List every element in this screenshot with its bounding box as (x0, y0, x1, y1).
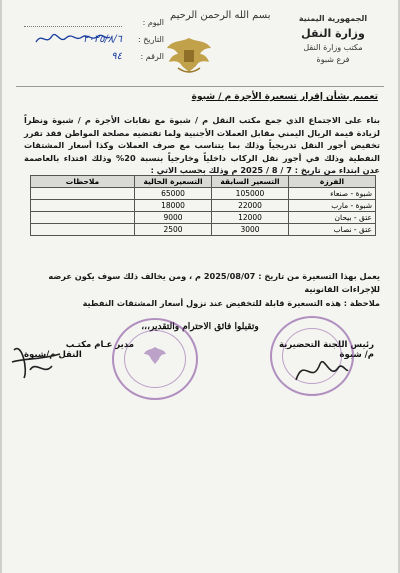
previous-cell: 22000 (212, 200, 289, 212)
branch-name: فرع شبوة (316, 55, 350, 64)
table-row (31, 224, 376, 236)
col-current: التسعيرة الحالية (135, 176, 212, 188)
day-label: اليوم : (142, 18, 164, 27)
effective-date-line: يعمل بهذا التسعيرة من تاريخ : 2025/08/07 م ، ومن يخالف ذلك سوف يكون عرضه للإجراءات القانونية (48, 271, 380, 294)
body-paragraph: بناء على الاجتماع الذي جمع مكتب النقل م / شبوة مع نقابات الأجرة م / شبوة ونظراً لزيادة قيمة الريال اليمني مقابل العملات الأجنبية ولما تقتضيه مصلحة المواطن فقد تقرر تخفيض أجور النقل تدريجياً وذلك بما يتناسب مع صرف العملات وكذا أسعار المشتقات النفطية وذلك في أجور نقل الركاب داخلياً وخارجياً بنسبة 20% وذلك اقتداء بالعاصمة عدن ابتداء من تاريخ : 7 / 8 / 2025 م وذلك بحسب الاتي : (24, 115, 380, 175)
eagle-emblem-icon (164, 34, 214, 76)
signer-subtitle: النقل م/شبوة (24, 350, 82, 360)
office-name: مكتب وزارة النقل (303, 43, 363, 52)
previous-cell: 12000 (212, 212, 289, 224)
effective-notes (22, 270, 380, 310)
current-cell: 2500 (135, 224, 212, 236)
col-previous: التسعير السابقة (212, 176, 289, 188)
col-route: الفرزة (289, 176, 376, 188)
date-value: ٢٠٢٥/٨/٦ (83, 34, 122, 45)
header-divider (16, 86, 384, 87)
previous-cell: 105000 (212, 188, 289, 200)
date-label: التاريخ : (137, 35, 164, 44)
fare-table (30, 175, 376, 236)
date-handwriting-icon (32, 28, 112, 50)
route-cell: عتق - بيحان (289, 212, 376, 224)
notes-cell (31, 212, 135, 224)
note-line: ملاحظة : هذه التسعيرة قابلة للتخفيض عند نزول أسعار المشتقات النفطية (82, 298, 380, 308)
table-row (31, 200, 376, 212)
number-row (24, 48, 164, 65)
committee-signature-icon (290, 350, 350, 390)
signer-title: مدير عـام مكتـب (65, 340, 134, 350)
notes-cell (31, 188, 135, 200)
document-subject: تعميم بشأن إقرار تسعيرة الأجرة م / شبوة (191, 92, 378, 102)
notes-cell (31, 200, 135, 212)
table-row (31, 188, 376, 200)
signer-subtitle: م/ شبوة (339, 350, 374, 360)
table-header-row (31, 176, 376, 188)
route-cell: شبوة - صنعاء (289, 188, 376, 200)
transport-office-stamp-icon (112, 318, 198, 400)
number-value: ٩٤ (111, 51, 122, 62)
notes-cell (31, 224, 135, 236)
country-name: الجمهورية اليمنية (298, 14, 368, 23)
director-signature-icon (6, 340, 66, 384)
document-page (2, 0, 398, 573)
col-notes: ملاحظات (31, 176, 135, 188)
previous-cell: 3000 (212, 224, 289, 236)
stamp-emblem-icon (142, 344, 168, 370)
route-cell: شبوة - مارب (289, 200, 376, 212)
number-label: الرقم : (140, 52, 164, 61)
table-row (31, 212, 376, 224)
closing-line: وتقبلوا فائق الاحترام والتقدير،،، (141, 322, 259, 332)
current-cell: 9000 (135, 212, 212, 224)
current-cell: 65000 (135, 188, 212, 200)
current-cell: 18000 (135, 200, 212, 212)
day-line (24, 18, 122, 27)
ministry-name: وزارة النقل (301, 27, 365, 40)
signer-title: رئيس اللجنة التحضيرية (279, 340, 374, 350)
bismillah: بسم الله الرحمن الرحيم (170, 10, 271, 21)
letterhead (278, 14, 388, 64)
route-cell: عتق - نصاب (289, 224, 376, 236)
